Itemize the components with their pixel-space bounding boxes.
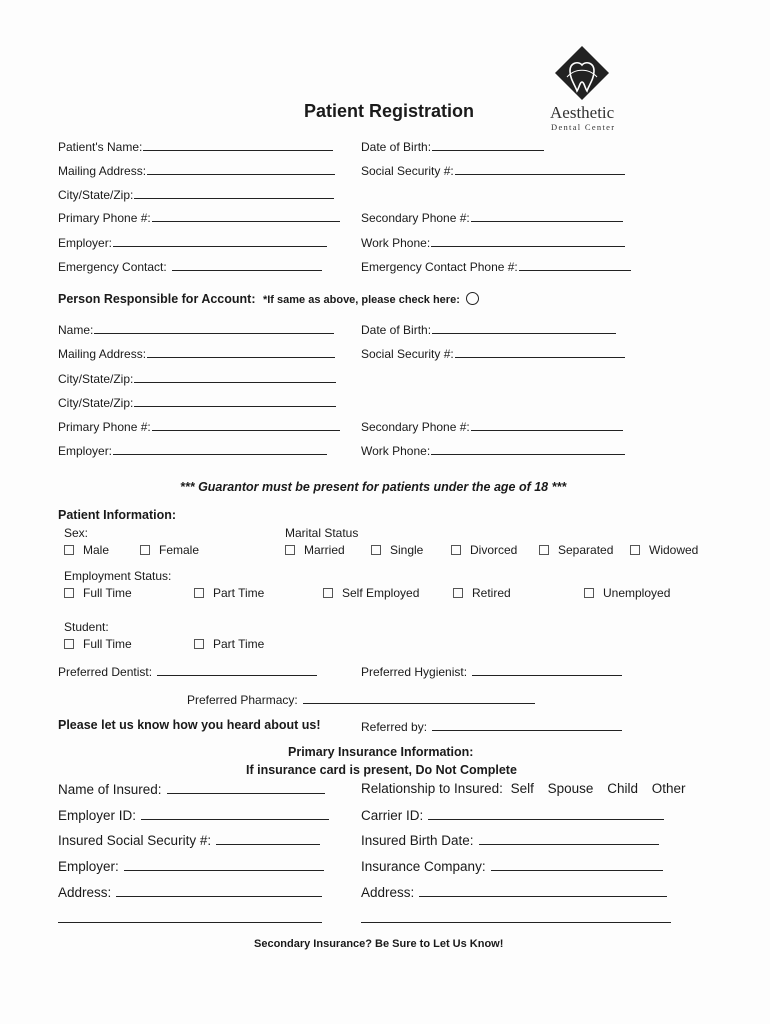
marital-option-separated[interactable] (539, 543, 613, 557)
referred-by-label: Referred by: (361, 720, 428, 734)
insurance-employer-field[interactable] (58, 859, 324, 874)
relationship-label: Relationship to Insured: (361, 781, 503, 796)
responsible-mailing-field[interactable] (58, 346, 335, 361)
patient-employer-label: Employer: (58, 236, 113, 250)
insured-address-left-field[interactable] (58, 885, 322, 900)
marital-option-divorced[interactable] (451, 543, 517, 557)
checkbox-icon (323, 588, 333, 598)
preferred-hygienist-label: Preferred Hygienist: (361, 665, 468, 679)
option-label: Part Time (213, 586, 265, 600)
employment-option-unemployed[interactable] (584, 586, 670, 600)
option-label: Unemployed (603, 586, 671, 600)
responsible-name-label: Name: (58, 323, 94, 337)
patient-secondary-phone-field[interactable] (361, 210, 623, 225)
patient-dob-field[interactable] (361, 139, 544, 154)
insured-dob-label: Insured Birth Date: (361, 833, 474, 848)
preferred-pharmacy-label: Preferred Pharmacy: (187, 693, 298, 707)
option-label: Single (390, 543, 424, 557)
insurance-employer-label: Employer: (58, 859, 119, 874)
sex-option-female[interactable] (140, 543, 199, 557)
relationship-row (361, 781, 686, 796)
insurance-company-field[interactable] (361, 859, 663, 874)
same-as-above-note: *If same as above, please check here: (262, 294, 460, 306)
student-label: Student: (64, 620, 109, 634)
insured-dob-field[interactable] (361, 833, 659, 848)
option-label: Self Employed (342, 586, 420, 600)
relationship-option-self[interactable]: Self (510, 781, 534, 796)
responsible-secondary-phone-field[interactable] (361, 419, 623, 434)
marital-option-married[interactable] (285, 543, 345, 557)
preferred-hygienist-field[interactable] (361, 664, 622, 679)
student-option-full-time[interactable] (64, 637, 132, 651)
relationship-option-child[interactable]: Child (607, 781, 638, 796)
insurance-card-note: If insurance card is present, Do Not Complete (246, 763, 517, 777)
same-as-above-checkbox[interactable] (466, 292, 479, 305)
responsible-dob-field[interactable] (361, 322, 616, 337)
responsible-mailing-label: Mailing Address: (58, 347, 147, 361)
address-continuation-line-right[interactable] (361, 922, 671, 923)
option-label: Retired (472, 586, 511, 600)
marital-status-label: Marital Status (285, 526, 359, 540)
responsible-city-field-1[interactable] (58, 371, 336, 386)
patient-city-label: City/State/Zip: (58, 188, 134, 202)
responsible-dob-label: Date of Birth: (361, 323, 432, 337)
patient-mailing-field[interactable] (58, 163, 335, 178)
tooth-logo-icon (553, 44, 611, 102)
emergency-contact-label: Emergency Contact: (58, 260, 167, 274)
relationship-option-spouse[interactable]: Spouse (547, 781, 594, 796)
patient-city-field[interactable] (58, 187, 334, 202)
patient-secondary-phone-label: Secondary Phone #: (361, 211, 470, 225)
responsible-work-phone-field[interactable] (361, 443, 625, 458)
employment-option-full-time[interactable] (64, 586, 132, 600)
checkbox-icon (539, 545, 549, 555)
employment-status-label: Employment Status: (64, 569, 172, 583)
option-label: Female (159, 543, 200, 557)
checkbox-icon (194, 588, 204, 598)
relationship-option-other[interactable]: Other (651, 781, 686, 796)
checkbox-icon (194, 639, 204, 649)
responsible-primary-phone-field[interactable] (58, 419, 340, 434)
patient-employer-field[interactable] (58, 235, 327, 250)
patient-name-field[interactable] (58, 139, 333, 154)
employment-option-retired[interactable] (453, 586, 511, 600)
checkbox-icon (140, 545, 150, 555)
checkbox-icon (451, 545, 461, 555)
marital-option-single[interactable] (371, 543, 423, 557)
primary-insurance-heading: Primary Insurance Information: (288, 745, 474, 759)
checkbox-icon (630, 545, 640, 555)
preferred-pharmacy-field[interactable] (187, 692, 535, 707)
logo-subtitle: Dental Center (551, 122, 616, 132)
patient-mailing-label: Mailing Address: (58, 164, 147, 178)
secondary-insurance-note: Secondary Insurance? Be Sure to Let Us Know! (254, 938, 504, 950)
patient-work-phone-field[interactable] (361, 235, 625, 250)
patient-dob-label: Date of Birth: (361, 140, 432, 154)
responsible-city-field-2[interactable] (58, 395, 336, 410)
emergency-phone-label: Emergency Contact Phone #: (361, 260, 518, 274)
patient-name-label: Patient's Name: (58, 140, 143, 154)
carrier-id-label: Carrier ID: (361, 808, 424, 823)
preferred-dentist-field[interactable] (58, 664, 317, 679)
employment-option-self-employed[interactable] (323, 586, 419, 600)
responsible-employer-label: Employer: (58, 444, 113, 458)
insured-address-right-label: Address: (361, 885, 415, 900)
carrier-id-field[interactable] (361, 808, 664, 823)
checkbox-icon (64, 639, 74, 649)
option-label: Full Time (83, 586, 132, 600)
patient-info-heading: Patient Information: (58, 508, 177, 522)
checkbox-icon (453, 588, 463, 598)
option-label: Separated (558, 543, 614, 557)
patient-ssn-field[interactable] (361, 163, 625, 178)
marital-option-widowed[interactable] (630, 543, 698, 557)
name-of-insured-field[interactable] (58, 782, 325, 797)
preferred-dentist-label: Preferred Dentist: (58, 665, 153, 679)
insured-address-right-field[interactable] (361, 885, 667, 900)
responsible-primary-phone-label: Primary Phone #: (58, 420, 151, 434)
page-title: Patient Registration (304, 101, 475, 121)
logo-mark (553, 44, 611, 102)
responsible-employer-field[interactable] (58, 443, 327, 458)
responsible-work-phone-label: Work Phone: (361, 444, 431, 458)
student-option-part-time[interactable] (194, 637, 264, 651)
insured-address-left-label: Address: (58, 885, 112, 900)
option-label: Part Time (213, 637, 265, 651)
patient-ssn-label: Social Security #: (361, 164, 454, 178)
option-label: Widowed (649, 543, 699, 557)
emergency-phone-field[interactable] (361, 259, 631, 274)
responsible-heading: Person Responsible for Account: (58, 292, 256, 306)
checkbox-icon (584, 588, 594, 598)
option-label: Divorced (470, 543, 518, 557)
insurance-company-label: Insurance Company: (361, 859, 486, 874)
heard-about-us-prompt: Please let us know how you heard about us! (58, 718, 321, 732)
option-label: Male (83, 543, 110, 557)
employer-id-label: Employer ID: (58, 808, 137, 823)
checkbox-icon (285, 545, 295, 555)
sex-option-male[interactable] (64, 543, 109, 557)
responsible-city-label-2: City/State/Zip: (58, 396, 134, 410)
patient-primary-phone-label: Primary Phone #: (58, 211, 151, 225)
emergency-contact-field[interactable] (58, 259, 322, 274)
insured-ssn-label: Insured Social Security #: (58, 833, 212, 848)
insured-ssn-field[interactable] (58, 833, 320, 848)
checkbox-icon (371, 545, 381, 555)
employer-id-field[interactable] (58, 808, 329, 823)
logo-name: Aesthetic (550, 103, 615, 122)
address-continuation-line-left[interactable] (58, 922, 322, 923)
option-label: Full Time (83, 637, 132, 651)
sex-label: Sex: (64, 526, 89, 540)
name-of-insured-label: Name of Insured: (58, 782, 162, 797)
employment-option-part-time[interactable] (194, 586, 264, 600)
checkbox-icon (64, 545, 74, 555)
option-label: Married (304, 543, 345, 557)
responsible-ssn-field[interactable] (361, 346, 625, 361)
referred-by-field[interactable] (361, 719, 622, 734)
responsible-heading-row (58, 292, 479, 306)
responsible-secondary-phone-label: Secondary Phone #: (361, 420, 470, 434)
patient-primary-phone-field[interactable] (58, 210, 340, 225)
responsible-city-label-1: City/State/Zip: (58, 372, 134, 386)
guarantor-note: *** Guarantor must be present for patients under the age of 18 *** (180, 480, 567, 494)
patient-work-phone-label: Work Phone: (361, 236, 431, 250)
checkbox-icon (64, 588, 74, 598)
responsible-ssn-label: Social Security #: (361, 347, 454, 361)
responsible-name-field[interactable] (58, 322, 334, 337)
